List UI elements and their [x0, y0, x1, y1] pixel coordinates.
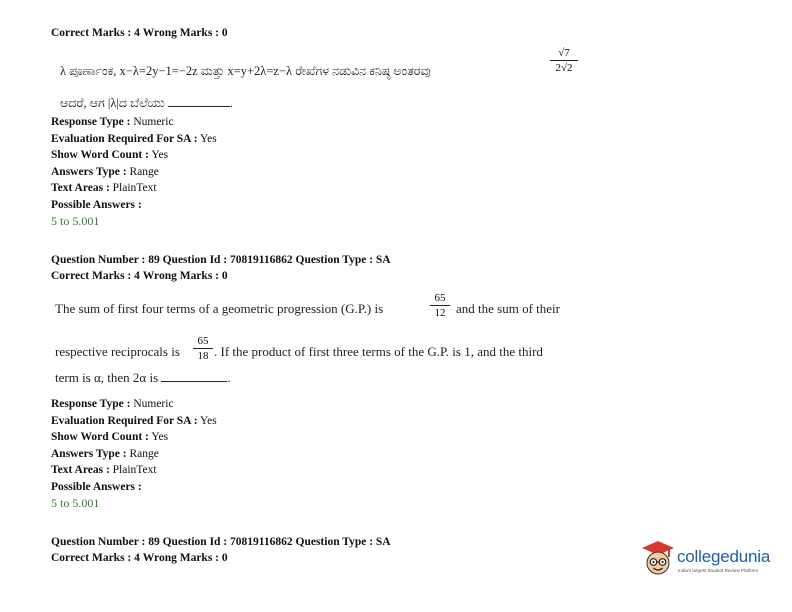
question-details [51, 396, 217, 496]
marks-line: Correct Marks : 4 Wrong Marks : 0 [51, 27, 228, 39]
detail-response-type: Response Type : Numeric [51, 116, 174, 128]
question-text-line1: The sum of first four terms of a geometric progression (G.P.) is [55, 301, 384, 316]
detail-response-type: Response Type : Numeric [51, 398, 174, 410]
question-text-line2-end: . If the product of first three terms of the G.P. is 1, and the third [214, 344, 543, 359]
detail-possible-answers: Possible Answers : [51, 198, 142, 211]
detail-possible-answers: Possible Answers : [51, 480, 142, 493]
reciprocal-sum-fraction: 65 18 [193, 335, 213, 362]
collegedunia-logo [641, 537, 776, 583]
detail-answers-type: Answers Type : Range [51, 165, 159, 178]
question-text-line2: respective reciprocals is [55, 344, 180, 359]
fraction-bar [550, 60, 578, 61]
detail-text-areas: Text Areas : PlainText [51, 464, 157, 477]
fraction-numerator: √7 [558, 47, 570, 59]
question-details [51, 114, 217, 214]
possible-answer-value: 5 to 5.001 [51, 496, 100, 510]
fraction-denominator: 2√2 [555, 62, 573, 74]
question-text-line3: term is α, then 2α is . [55, 370, 231, 385]
detail-evaluation-required: Evaluation Required For SA : Yes [51, 414, 217, 427]
logo-wordmark: collegedunia [677, 547, 771, 566]
detail-answers-type: Answers Type : Range [51, 447, 159, 460]
detail-evaluation-required: Evaluation Required For SA : Yes [51, 132, 217, 145]
question-text-line1-end: and the sum of their [456, 301, 560, 316]
question-header: Question Number : 89 Question Id : 70819116862 Question Type : SA [51, 536, 391, 548]
marks-line: Correct Marks : 4 Wrong Marks : 0 [51, 552, 228, 564]
question-header: Question Number : 89 Question Id : 70819116862 Question Type : SA [51, 254, 391, 266]
question-text-line1: λ ಪೂರ್ಣಾಂಕ, x−λ=2y−1=−2z ಮತ್ತು x=y+2λ=z−λ ರೇಖೆಗಳ ನಡುವಿನ ಕನಿಷ್ಠ ಅಂತರವು [60, 64, 431, 78]
detail-show-word-count: Show Word Count : Yes [51, 149, 169, 162]
answer-blank [168, 95, 230, 107]
question-text-line2: ಆದರೆ, ಆಗ |λ|ದ ಬೆಲೆಯು . [60, 96, 233, 110]
sum-fraction: 65 12 [430, 292, 450, 319]
detail-show-word-count: Show Word Count : Yes [51, 431, 169, 444]
graduate-mascot-icon [641, 539, 675, 579]
answer-blank [161, 370, 227, 382]
detail-text-areas: Text Areas : PlainText [51, 182, 157, 195]
marks-line: Correct Marks : 4 Wrong Marks : 0 [51, 270, 228, 282]
logo-tagline: India's largest Student Review Platform [678, 568, 759, 573]
possible-answer-value: 5 to 5.001 [51, 214, 100, 228]
distance-fraction [550, 47, 578, 74]
